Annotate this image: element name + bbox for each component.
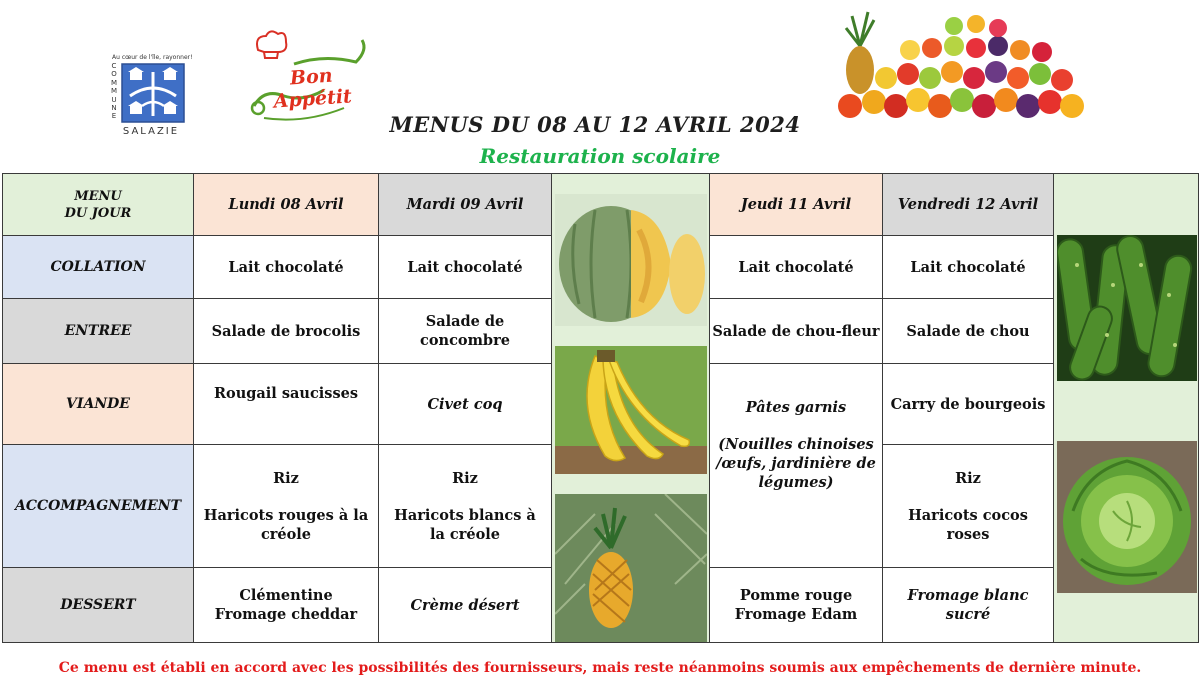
jeudi-viande-detail: (Nouilles chinoises /œufs, jardinière de légumes)	[716, 436, 876, 491]
logo-town-name: SALAZIE	[122, 126, 180, 137]
row-label-collation: COLLATION	[2, 235, 194, 299]
lundi-accompagnement	[193, 444, 379, 568]
vendredi-accompagnement-item: Riz	[955, 469, 981, 487]
mardi-dessert: Crème désert	[378, 567, 552, 643]
jeudi-dessert	[709, 567, 883, 643]
mardi-accompagnement-item: Riz	[452, 469, 478, 487]
vendredi-entree: Salade de chou	[882, 298, 1054, 364]
mardi-collation: Lait chocolaté	[378, 235, 552, 299]
vendredi-collation: Lait chocolaté	[882, 235, 1054, 299]
lundi-dessert-item: Fromage cheddar	[214, 606, 358, 623]
fruit-pile-icon	[830, 6, 1092, 128]
vendredi-accompagnement-item: Haricots cocos roses	[908, 506, 1028, 543]
bon-appetit-logo-text: Bon Appétit	[273, 64, 353, 113]
vendredi-dessert: Fromage blanc sucré	[882, 567, 1054, 643]
vendredi-accompagnement	[882, 444, 1054, 568]
mardi-accompagnement	[378, 444, 552, 568]
jeudi-collation: Lait chocolaté	[709, 235, 883, 299]
mardi-viande: Civet coq	[378, 363, 552, 445]
mardi-accompagnement-item: Haricots blancs à la créole	[394, 506, 536, 543]
jeudi-entree: Salade de chou-fleur	[709, 298, 883, 364]
row-label-entree: ENTREE	[2, 298, 194, 364]
footer-disclaimer: Ce menu est établi en accord avec les possibilités des fournisseurs, mais reste néanmoins soumis aux empêchements de dernière minute.	[58, 660, 1142, 676]
banana-icon	[555, 346, 707, 474]
row-label-viande: VIANDE	[2, 363, 194, 445]
jeudi-viande-main: Pâtes garnis	[745, 399, 847, 416]
vendredi-viande: Carry de bourgeois	[882, 363, 1054, 445]
day-header-lundi: Lundi 08 Avril	[193, 173, 379, 236]
jeudi-viande	[709, 363, 883, 568]
page-subtitle: Restauration scolaire	[479, 144, 721, 168]
pineapple-icon	[555, 494, 707, 642]
day-header-mardi: Mardi 09 Avril	[378, 173, 552, 236]
lundi-dessert	[193, 567, 379, 643]
lundi-dessert-item: Clémentine	[239, 587, 333, 604]
day-header-vendredi: Vendredi 12 Avril	[882, 173, 1054, 236]
lettuce-icon	[1057, 441, 1197, 593]
row-label-dessert: DESSERT	[2, 567, 194, 643]
lundi-viande: Rougail saucisses	[193, 363, 379, 445]
logo-commune-label: C O M M U N E	[110, 62, 118, 121]
lundi-entree: Salade de brocolis	[193, 298, 379, 364]
corner-label-line: DU JOUR	[64, 205, 132, 221]
lundi-accompagnement-item: Riz	[273, 469, 299, 487]
salazie-crest-icon	[120, 62, 186, 124]
row-label-accompagnement: ACCOMPAGNEMENT	[2, 444, 194, 568]
lundi-collation: Lait chocolaté	[193, 235, 379, 299]
lundi-accompagnement-item: Haricots rouges à la créole	[203, 506, 369, 543]
corner-label-line: MENU	[74, 188, 122, 204]
pumpkin-icon	[555, 194, 707, 326]
cucumber-icon	[1057, 235, 1197, 381]
day-header-jeudi: Jeudi 11 Avril	[709, 173, 883, 236]
page-title: MENUS DU 08 AU 12 AVRIL 2024	[389, 112, 801, 137]
jeudi-dessert-item: Pomme rouge	[739, 587, 853, 604]
jeudi-dessert-item: Fromage Edam	[734, 606, 858, 623]
mardi-entree: Salade de concombre	[378, 298, 552, 364]
corner-label	[2, 173, 194, 236]
logo-motto: Au cœur de l'île, rayonner!	[112, 54, 193, 61]
